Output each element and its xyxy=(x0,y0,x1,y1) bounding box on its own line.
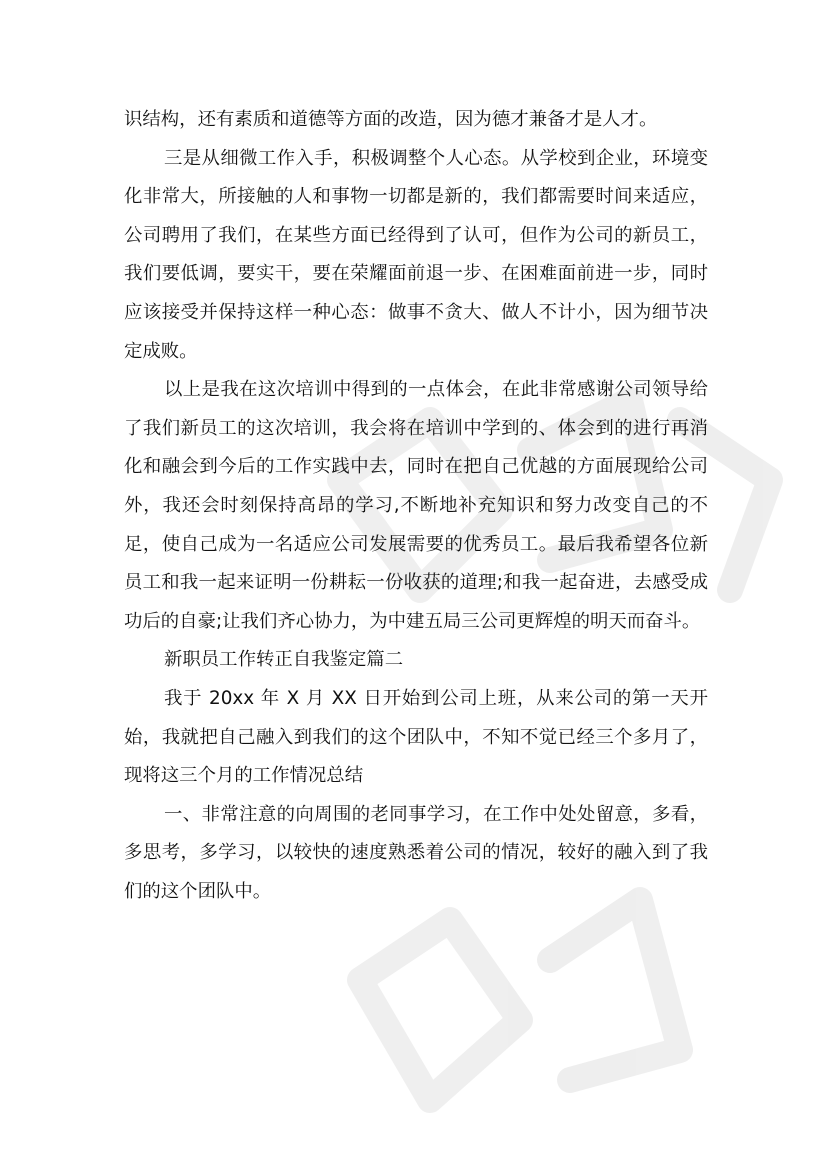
document-body xyxy=(124,101,708,911)
paragraph-training-reflection: 以上是我在这次培训中得到的一点体会，在此非常感谢公司领导给了我们新员工的这次培训，我会将在培训中学到的、体会到的进行再消化和融会到今后的工作实践中去，同时在把自己优越的方面展现给公司外，我还会时刻保持高昂的学习,不断地补充知识和努力改变自己的不足，使自己成为一名适应公司发展需要的优秀员工。最后我希望各位新员工和我一起来证明一份耕耘一份收获的道理;和我一起奋进，去感受成功后的自豪;让我们齐心协力，为中建五局三公司更辉煌的明天而奋斗。 xyxy=(124,379,708,632)
paragraph-start-date: 我于 20xx 年 X 月 XX 日开始到公司上班，从来公司的第一天开始，我就把自己融入到我们的这个团队中，不知不觉已经三个多月了，现将这三个月的工作情况总结 xyxy=(124,687,708,787)
watermark-stroke xyxy=(550,900,680,1080)
paragraph-point-three: 三是从细微工作入手，积极调整个人心态。从学校到企业，环境变化非常大，所接触的人和事物一切都是新的，我们都需要时间来适应，公司聘用了我们，在某些方面已经得到了认可，但作为公司的新员工，我们要低调，要实干，要在荣耀面前退一步、在困难面前进一步，同时应该接受并保持这样一种心态：做事不贪大、做人不计小，因为细节决定成败。 xyxy=(124,147,708,362)
section-heading-part-two: 新职员工作转正自我鉴定篇二 xyxy=(164,649,404,671)
paragraph-point-one: 一、非常注意的向周围的老同事学习，在工作中处处留意，多看，多思考，多学习，以较快的速度熟悉着公司的情况，较好的融入到了我们的这个团队中。 xyxy=(124,803,708,902)
watermark-stroke xyxy=(360,920,520,1100)
paragraph-continuation: 识结构，还有素质和道德等方面的改造，因为德才兼备才是人才。 xyxy=(124,109,658,130)
